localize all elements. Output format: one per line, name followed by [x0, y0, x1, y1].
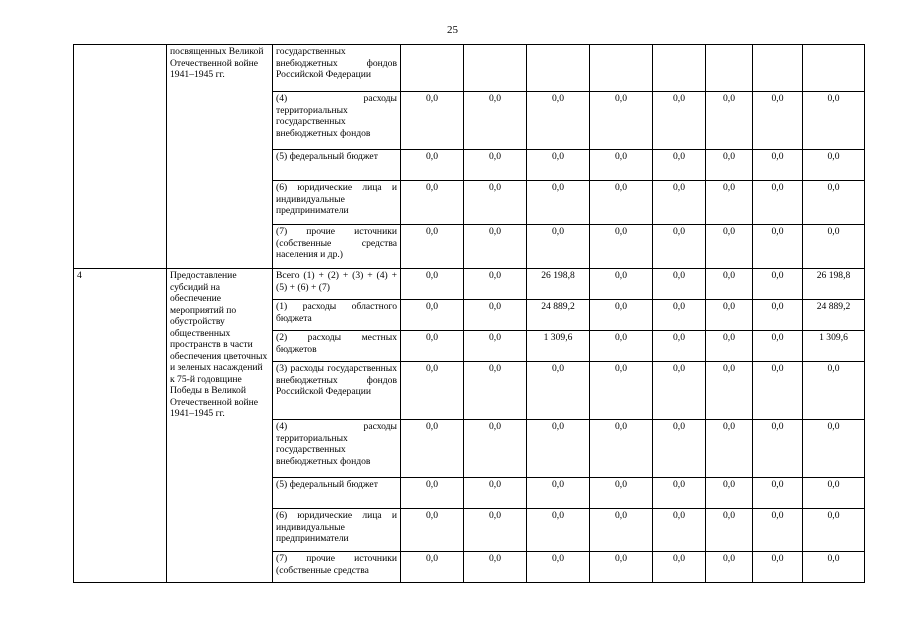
funding-source-cell: Всего (1) + (2) + (3) + (4) + (5) + (6) + (7) — [273, 269, 401, 300]
value-cell: 0,0 — [590, 552, 653, 583]
value-cell: 0,0 — [464, 331, 527, 362]
table-row — [74, 269, 865, 300]
value-cell: 0,0 — [590, 269, 653, 300]
value-cell: 0,0 — [653, 420, 706, 478]
value-cell: 0,0 — [401, 420, 464, 478]
value-cell: 0,0 — [401, 300, 464, 331]
value-cell: 0,0 — [803, 509, 865, 552]
value-cell: 0,0 — [464, 269, 527, 300]
value-cell: 0,0 — [527, 420, 590, 478]
value-cell: 0,0 — [401, 552, 464, 583]
value-cell: 0,0 — [590, 150, 653, 181]
value-cell — [653, 45, 706, 92]
value-cell: 0,0 — [653, 225, 706, 269]
value-cell: 0,0 — [803, 478, 865, 509]
value-cell: 0,0 — [753, 420, 803, 478]
value-cell: 0,0 — [401, 225, 464, 269]
measure-name-cell: Предоставление субсидий на обеспечение мероприятий по обустройству общественных пространств в части обеспечения цветочных и зеленых насаждений к 75-й годовщине Победы в Великой Отечественной войне 1941–1945 гг. — [167, 269, 273, 583]
value-cell: 0,0 — [590, 331, 653, 362]
value-cell: 0,0 — [590, 420, 653, 478]
value-cell: 0,0 — [464, 92, 527, 150]
value-cell: 0,0 — [590, 362, 653, 420]
value-cell: 0,0 — [527, 150, 590, 181]
value-cell: 0,0 — [653, 300, 706, 331]
value-cell — [753, 45, 803, 92]
value-cell: 0,0 — [706, 92, 753, 150]
value-cell: 0,0 — [753, 300, 803, 331]
value-cell: 0,0 — [706, 331, 753, 362]
value-cell: 0,0 — [653, 269, 706, 300]
table-row — [74, 45, 865, 92]
value-cell — [401, 45, 464, 92]
value-cell: 0,0 — [464, 300, 527, 331]
value-cell — [803, 45, 865, 92]
value-cell: 0,0 — [706, 420, 753, 478]
funding-source-cell: (7) прочие источники (собственные средства населения и др.) — [273, 225, 401, 269]
value-cell: 0,0 — [401, 181, 464, 225]
value-cell: 0,0 — [401, 92, 464, 150]
value-cell: 0,0 — [527, 509, 590, 552]
value-cell: 0,0 — [653, 150, 706, 181]
row-number-cell: 4 — [74, 269, 167, 583]
value-cell: 1 309,6 — [803, 331, 865, 362]
value-cell: 0,0 — [527, 181, 590, 225]
value-cell: 0,0 — [590, 181, 653, 225]
value-cell: 0,0 — [706, 478, 753, 509]
funding-source-cell: (7) прочие источники (собственные средства — [273, 552, 401, 583]
value-cell: 0,0 — [401, 269, 464, 300]
value-cell: 0,0 — [706, 300, 753, 331]
value-cell: 0,0 — [653, 478, 706, 509]
value-cell: 0,0 — [464, 552, 527, 583]
value-cell: 0,0 — [464, 225, 527, 269]
value-cell: 0,0 — [753, 225, 803, 269]
value-cell: 0,0 — [706, 552, 753, 583]
value-cell: 0,0 — [653, 181, 706, 225]
funding-source-cell: (6) юридические лица и индивидуальные предприниматели — [273, 181, 401, 225]
value-cell: 0,0 — [464, 150, 527, 181]
value-cell: 0,0 — [401, 150, 464, 181]
value-cell: 0,0 — [653, 362, 706, 420]
value-cell: 1 309,6 — [527, 331, 590, 362]
value-cell: 0,0 — [527, 92, 590, 150]
value-cell: 0,0 — [803, 181, 865, 225]
value-cell: 0,0 — [706, 181, 753, 225]
value-cell — [464, 45, 527, 92]
value-cell — [527, 45, 590, 92]
value-cell: 0,0 — [590, 300, 653, 331]
value-cell: 0,0 — [464, 509, 527, 552]
funding-source-cell: (5) федеральный бюджет — [273, 478, 401, 509]
funding-source-cell: государственных внебюджетных фондов Российской Федерации — [273, 45, 401, 92]
value-cell: 0,0 — [753, 331, 803, 362]
value-cell: 0,0 — [706, 269, 753, 300]
value-cell: 0,0 — [590, 478, 653, 509]
value-cell: 0,0 — [706, 150, 753, 181]
value-cell: 0,0 — [803, 92, 865, 150]
value-cell: 0,0 — [401, 331, 464, 362]
funding-source-cell: (5) федеральный бюджет — [273, 150, 401, 181]
value-cell: 0,0 — [753, 181, 803, 225]
value-cell: 0,0 — [590, 509, 653, 552]
value-cell: 0,0 — [527, 362, 590, 420]
value-cell: 0,0 — [803, 150, 865, 181]
funding-source-cell: (4) расходы территориальных государственных внебюджетных фондов — [273, 420, 401, 478]
value-cell: 0,0 — [753, 92, 803, 150]
value-cell: 24 889,2 — [527, 300, 590, 331]
value-cell: 0,0 — [753, 509, 803, 552]
value-cell: 0,0 — [653, 509, 706, 552]
funding-source-cell: (1) расходы областного бюджета — [273, 300, 401, 331]
value-cell: 0,0 — [706, 362, 753, 420]
measure-name-cell: посвященных Великой Отечественной войне 1941–1945 гг. — [167, 45, 273, 269]
funding-source-cell: (6) юридические лица и индивидуальные предприниматели — [273, 509, 401, 552]
value-cell: 0,0 — [401, 509, 464, 552]
value-cell: 0,0 — [464, 420, 527, 478]
value-cell: 0,0 — [653, 552, 706, 583]
funding-source-cell: (3) расходы государственных внебюджетных фондов Российской Федерации — [273, 362, 401, 420]
value-cell: 0,0 — [527, 225, 590, 269]
value-cell: 0,0 — [590, 92, 653, 150]
value-cell: 0,0 — [803, 552, 865, 583]
budget-table — [73, 44, 865, 583]
value-cell: 0,0 — [753, 478, 803, 509]
value-cell: 0,0 — [706, 509, 753, 552]
value-cell: 0,0 — [464, 362, 527, 420]
row-number-cell — [74, 45, 167, 269]
value-cell: 0,0 — [803, 225, 865, 269]
value-cell: 26 198,8 — [803, 269, 865, 300]
value-cell: 0,0 — [464, 181, 527, 225]
value-cell: 24 889,2 — [803, 300, 865, 331]
funding-source-cell: (4) расходы территориальных государственных внебюджетных фондов — [273, 92, 401, 150]
value-cell: 0,0 — [527, 552, 590, 583]
value-cell: 0,0 — [401, 362, 464, 420]
value-cell: 0,0 — [401, 478, 464, 509]
value-cell: 0,0 — [590, 225, 653, 269]
value-cell — [590, 45, 653, 92]
value-cell: 0,0 — [464, 478, 527, 509]
value-cell: 0,0 — [753, 269, 803, 300]
value-cell: 0,0 — [527, 478, 590, 509]
value-cell: 0,0 — [803, 420, 865, 478]
value-cell: 0,0 — [753, 552, 803, 583]
value-cell: 0,0 — [653, 92, 706, 150]
value-cell: 26 198,8 — [527, 269, 590, 300]
value-cell: 0,0 — [653, 331, 706, 362]
funding-source-cell: (2) расходы местных бюджетов — [273, 331, 401, 362]
value-cell: 0,0 — [753, 150, 803, 181]
page-number: 25 — [447, 24, 458, 36]
value-cell: 0,0 — [753, 362, 803, 420]
value-cell: 0,0 — [706, 225, 753, 269]
value-cell — [706, 45, 753, 92]
value-cell: 0,0 — [803, 362, 865, 420]
